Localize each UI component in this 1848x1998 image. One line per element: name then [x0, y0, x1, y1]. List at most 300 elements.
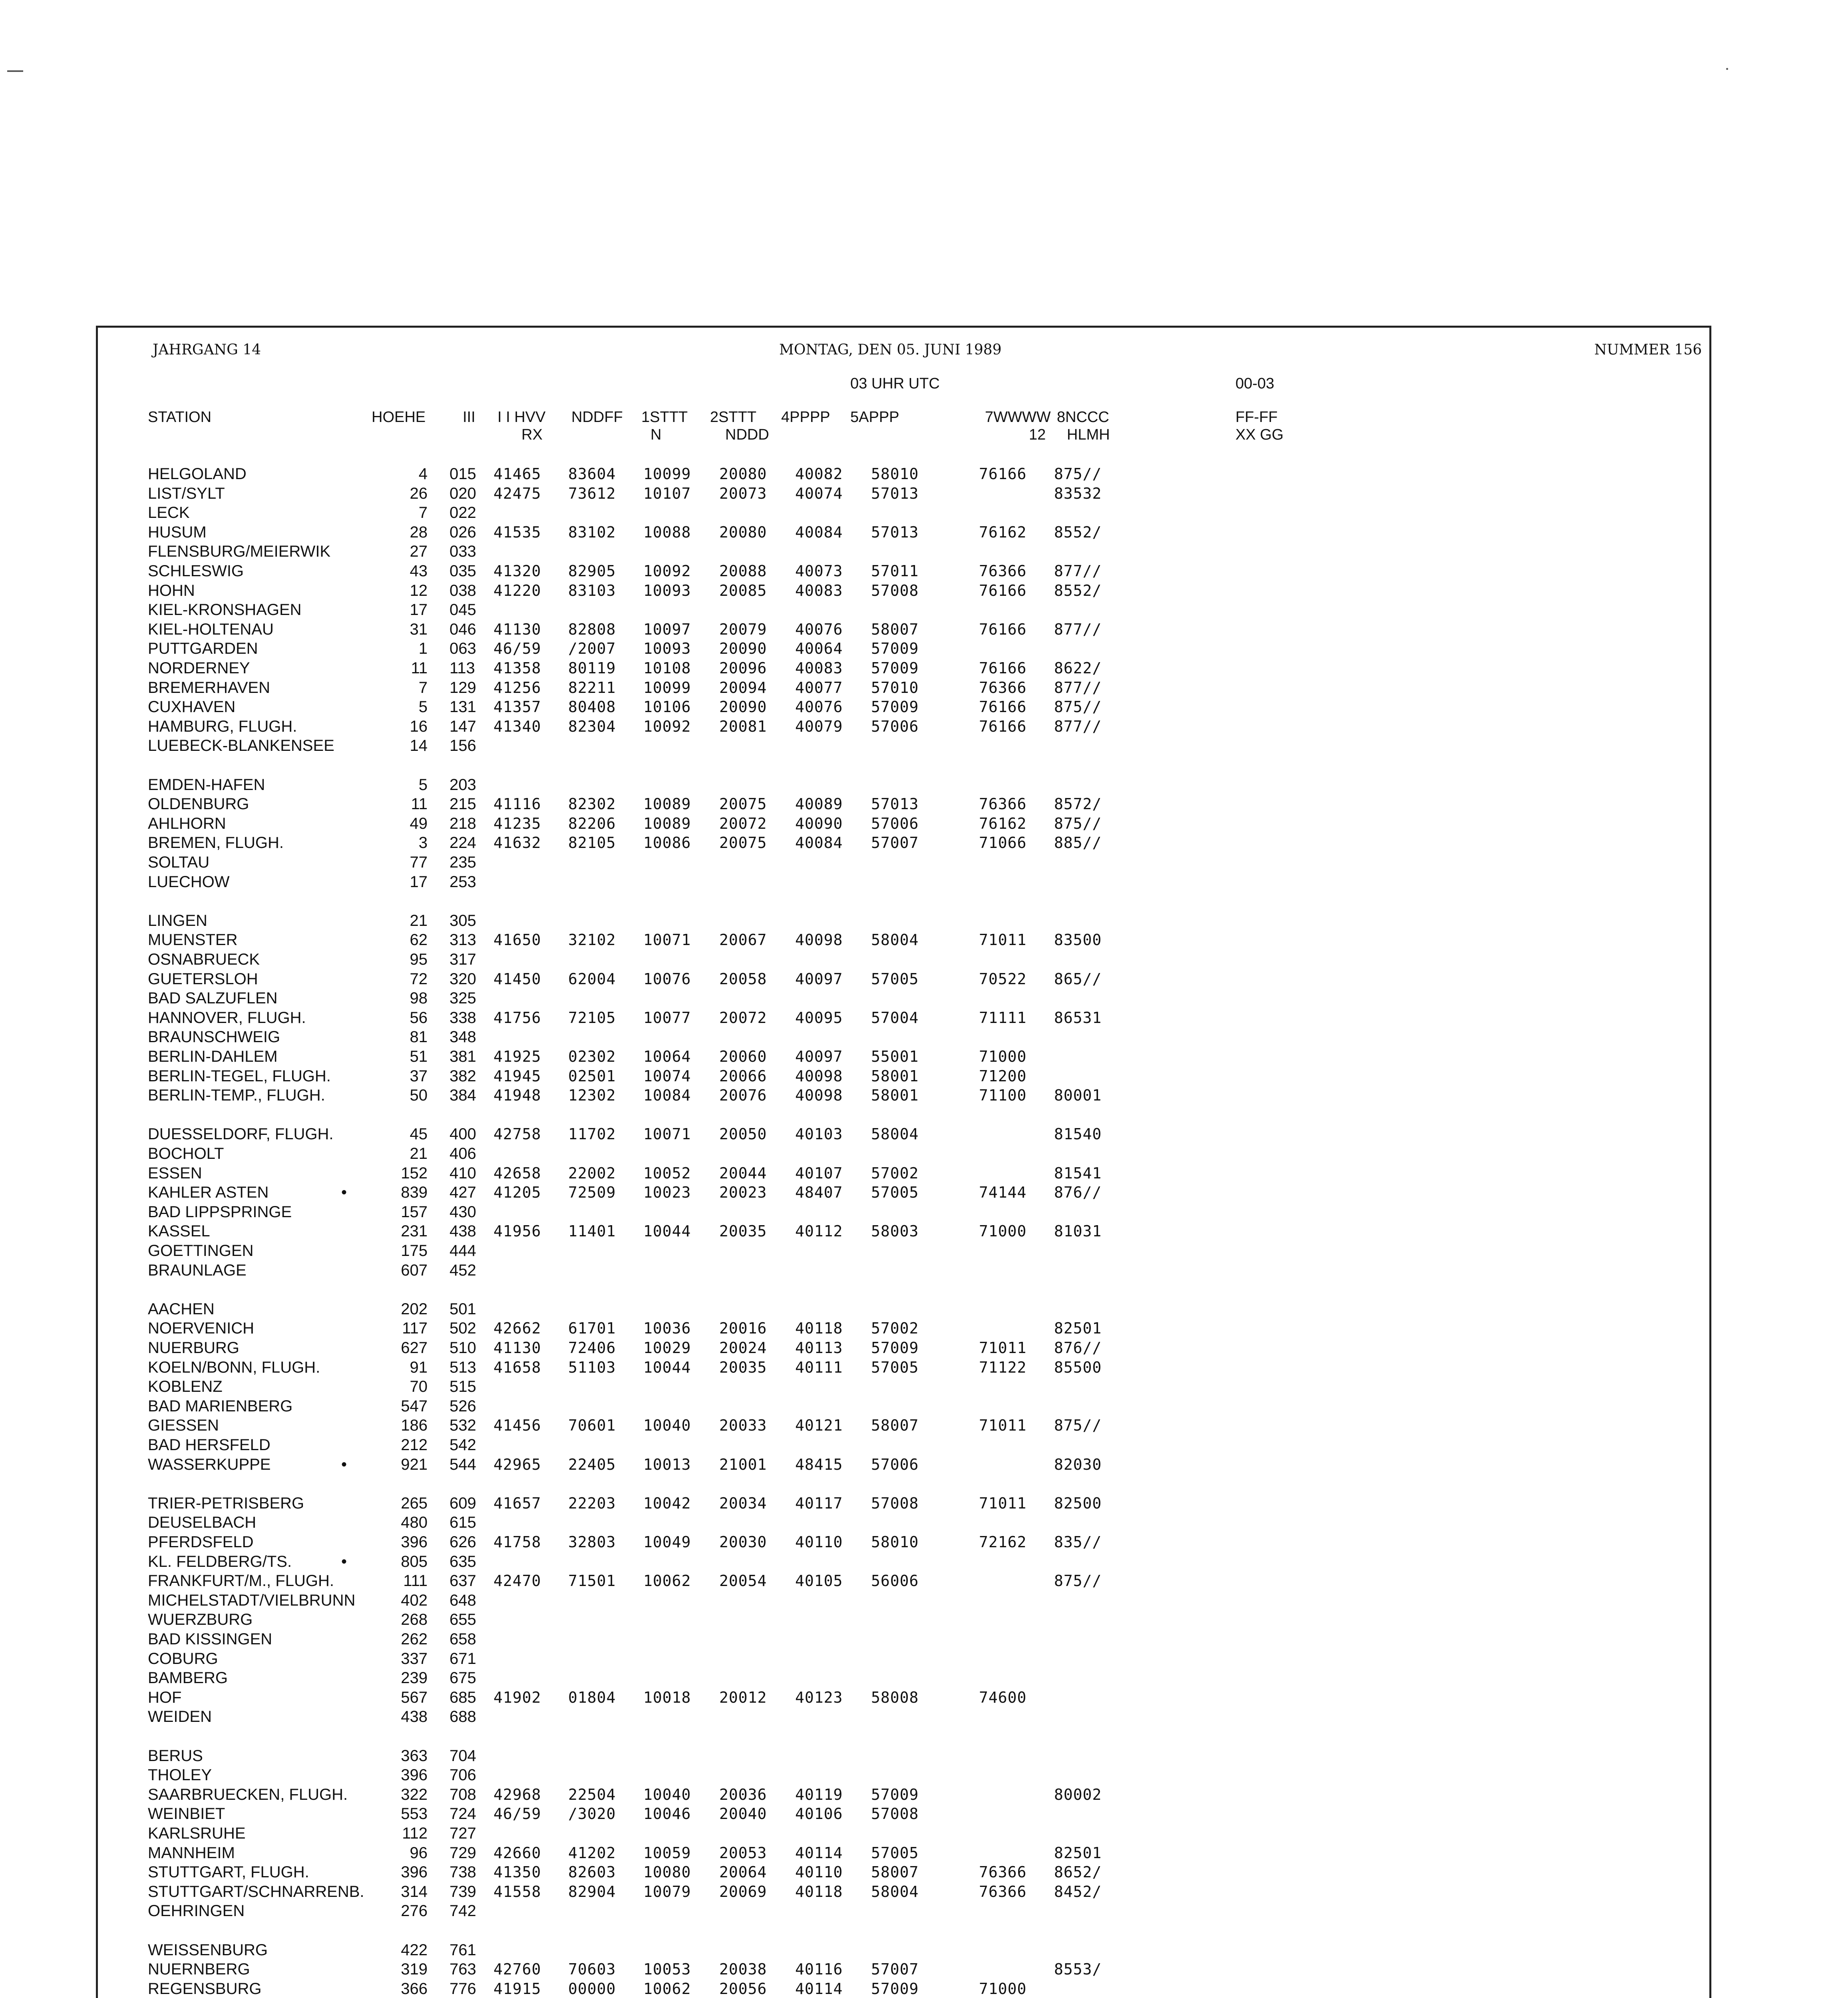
- cell-station: BERLIN-TEGEL, FLUGH.: [148, 1067, 331, 1085]
- cell-c3: 10077: [643, 1009, 691, 1027]
- table-row: [148, 1319, 1347, 1338]
- cell-c3: 10036: [643, 1319, 691, 1337]
- table-row: [148, 1124, 1347, 1144]
- cell-iii: 427: [450, 1184, 476, 1202]
- cell-c4: 20034: [719, 1494, 767, 1512]
- cell-c6: 57010: [871, 679, 919, 697]
- cell-c5: 40098: [795, 1087, 843, 1104]
- cell-station: KOELN/BONN, FLUGH.: [148, 1358, 320, 1376]
- table-row: [148, 1338, 1347, 1357]
- col-c3-sub: N: [650, 426, 662, 443]
- cell-station: BERLIN-TEMP., FLUGH.: [148, 1087, 325, 1104]
- cell-station: WUERZBURG: [148, 1611, 253, 1629]
- cell-station: PFERDSFELD: [148, 1533, 254, 1551]
- cell-c2: 82904: [568, 1883, 616, 1900]
- cell-c1: 41340: [493, 717, 541, 735]
- cell-c3: 10089: [643, 814, 691, 832]
- cell-c2: 82603: [568, 1863, 616, 1881]
- cell-c2: 72406: [568, 1339, 616, 1357]
- cell-c3: 10071: [643, 1125, 691, 1143]
- cell-iii: 113: [450, 659, 475, 677]
- cell-c1: 42658: [493, 1164, 541, 1182]
- cell-c3: 10071: [643, 931, 691, 949]
- cell-iii: 020: [450, 484, 476, 502]
- cell-hoehe: 49: [410, 814, 428, 832]
- cell-hoehe: 262: [401, 1630, 428, 1648]
- col-c4: 2STTT: [710, 409, 757, 426]
- cell-c4: 21001: [719, 1455, 767, 1473]
- cell-hoehe: 480: [401, 1514, 428, 1532]
- table-row: [148, 600, 1347, 619]
- cell-c8: 8652/: [1054, 1863, 1102, 1881]
- cell-c4: 20085: [719, 581, 767, 599]
- table-row: [148, 1649, 1347, 1668]
- table-row: [148, 950, 1347, 969]
- cell-iii: 063: [450, 640, 476, 658]
- cell-c5: 40103: [795, 1125, 843, 1143]
- cell-station: HANNOVER, FLUGH.: [148, 1009, 306, 1027]
- cell-c8: 80002: [1054, 1785, 1102, 1803]
- cell-iii: 688: [450, 1708, 476, 1726]
- cell-c1: 46/59: [493, 640, 541, 658]
- cell-station: SAARBRUECKEN, FLUGH.: [148, 1785, 348, 1803]
- cell-station: LUEBECK-BLANKENSEE: [148, 737, 334, 755]
- cell-hoehe: 77: [410, 854, 428, 871]
- cell-station: KASSEL: [148, 1222, 210, 1240]
- cell-c6: 57009: [871, 1785, 919, 1803]
- cell-c5: 40112: [795, 1222, 843, 1240]
- cell-hoehe: 152: [401, 1164, 428, 1182]
- cell-iii: 305: [450, 911, 476, 929]
- cell-c7: 71111: [979, 1009, 1027, 1027]
- cell-c6: 58001: [871, 1087, 919, 1104]
- table-row: [148, 853, 1347, 872]
- cell-c3: 10088: [643, 523, 691, 541]
- cell-c3: 10044: [643, 1358, 691, 1376]
- cell-berg: •: [341, 1455, 347, 1473]
- cell-c2: 73612: [568, 484, 616, 502]
- table-row: [148, 1494, 1347, 1513]
- cell-c7: 71011: [979, 1494, 1027, 1512]
- cell-c4: 20066: [719, 1067, 767, 1085]
- cell-station: DEUSELBACH: [148, 1514, 257, 1532]
- table-row: [148, 833, 1347, 852]
- col-c8-sub: HLMH: [1067, 426, 1110, 443]
- cell-station: GOETTINGEN: [148, 1242, 254, 1260]
- cell-hoehe: 111: [403, 1572, 428, 1590]
- cell-hoehe: 212: [401, 1436, 428, 1454]
- cell-iii: 738: [450, 1863, 476, 1881]
- cell-hoehe: 43: [410, 562, 428, 580]
- cell-iii: 317: [450, 951, 476, 968]
- cell-c4: 20081: [719, 717, 767, 735]
- cell-iii: 648: [450, 1591, 476, 1609]
- cell-c2: 82302: [568, 795, 616, 813]
- cell-iii: 658: [450, 1630, 476, 1648]
- cell-c7: 71011: [979, 1417, 1027, 1435]
- cell-c3: 10086: [643, 834, 691, 852]
- cell-c2: 51103: [568, 1358, 616, 1376]
- cell-station: HOF: [148, 1688, 182, 1706]
- cell-c1: 41350: [493, 1863, 541, 1881]
- cell-c2: 32102: [568, 931, 616, 949]
- cell-c3: 10062: [643, 1572, 691, 1590]
- cell-c5: 40119: [795, 1785, 843, 1803]
- cell-station: BERLIN-DAHLEM: [148, 1048, 278, 1065]
- table-row: [148, 1610, 1347, 1629]
- cell-c1: 41925: [493, 1048, 541, 1065]
- cell-c1: 41902: [493, 1688, 541, 1706]
- cell-hoehe: 31: [410, 620, 428, 638]
- cell-c8: 875//: [1054, 1572, 1102, 1590]
- cell-c8: 8572/: [1054, 795, 1102, 813]
- cell-iii: 038: [450, 581, 476, 599]
- cell-hoehe: 921: [401, 1455, 428, 1473]
- cell-hoehe: 14: [410, 737, 428, 755]
- cell-c8: 8552/: [1054, 581, 1102, 599]
- cell-c4: 20050: [719, 1125, 767, 1143]
- table-row: [148, 1591, 1347, 1610]
- cell-c8: 8552/: [1054, 523, 1102, 541]
- table-row: [148, 1455, 1347, 1474]
- table-row: [148, 659, 1347, 678]
- cell-c3: 10040: [643, 1417, 691, 1435]
- cell-c3: 10079: [643, 1883, 691, 1900]
- cell-c6: 57013: [871, 795, 919, 813]
- cell-c5: 40098: [795, 1067, 843, 1085]
- cell-c8: 877//: [1054, 717, 1102, 735]
- cell-c8: 875//: [1054, 698, 1102, 716]
- cell-station: NUERBURG: [148, 1339, 239, 1357]
- cell-c7: 76162: [979, 523, 1027, 541]
- cell-iii: 384: [450, 1087, 476, 1104]
- cell-station: GUETERSLOH: [148, 970, 258, 988]
- cell-c5: 40105: [795, 1572, 843, 1590]
- cell-station: KOBLENZ: [148, 1378, 223, 1396]
- cell-hoehe: 95: [410, 951, 428, 968]
- cell-c1: 41130: [493, 620, 541, 638]
- cell-c4: 20060: [719, 1048, 767, 1065]
- table-row: [148, 1202, 1347, 1222]
- cell-iii: 502: [450, 1319, 476, 1337]
- cell-c8: 81541: [1054, 1164, 1102, 1182]
- cell-c2: 02501: [568, 1067, 616, 1085]
- cell-c6: 57008: [871, 1805, 919, 1823]
- cell-hoehe: 396: [401, 1533, 428, 1551]
- cell-c6: 58004: [871, 1883, 919, 1900]
- cell-c2: 83604: [568, 465, 616, 483]
- cell-hoehe: 11: [411, 795, 428, 813]
- cell-c7: 71000: [979, 1980, 1027, 1998]
- cell-hoehe: 1: [418, 640, 428, 658]
- cell-c6: 57006: [871, 717, 919, 735]
- table-row: [148, 1397, 1347, 1416]
- cell-c1: 42760: [493, 1960, 541, 1978]
- cell-iii: 033: [450, 543, 476, 561]
- cell-c6: 57011: [871, 562, 919, 580]
- cell-station: SCHLESWIG: [148, 562, 244, 580]
- cell-c6: 57006: [871, 1455, 919, 1473]
- cell-iii: 156: [450, 737, 476, 755]
- table-row: [148, 503, 1347, 522]
- col-ff-sub: XX GG: [1235, 426, 1284, 443]
- cell-c8: 85500: [1054, 1358, 1102, 1376]
- cell-iii: 776: [450, 1980, 476, 1998]
- cell-c6: 57009: [871, 640, 919, 658]
- cell-c3: 10106: [643, 698, 691, 716]
- table-row: [148, 1571, 1347, 1590]
- cell-c3: 10059: [643, 1844, 691, 1862]
- cell-station: CUXHAVEN: [148, 698, 236, 716]
- cell-hoehe: 98: [410, 989, 428, 1007]
- cell-c6: 58007: [871, 1863, 919, 1881]
- cell-c3: 10097: [643, 620, 691, 638]
- cell-c7: 71000: [979, 1222, 1027, 1240]
- cell-iii: 655: [450, 1611, 476, 1629]
- cell-c6: 58010: [871, 1533, 919, 1551]
- cell-c3: 10107: [643, 484, 691, 502]
- cell-c1: 41945: [493, 1067, 541, 1085]
- cell-c3: 10092: [643, 717, 691, 735]
- cell-c3: 10074: [643, 1067, 691, 1085]
- cell-c3: 10092: [643, 562, 691, 580]
- cell-c2: 82105: [568, 834, 616, 852]
- cell-c5: 40095: [795, 1009, 843, 1027]
- cell-iii: 046: [450, 620, 476, 638]
- cell-c3: 10099: [643, 465, 691, 483]
- cell-c3: 10029: [643, 1339, 691, 1357]
- cell-hoehe: 314: [401, 1883, 428, 1900]
- cell-station: BRAUNLAGE: [148, 1261, 247, 1279]
- cell-c6: 55001: [871, 1048, 919, 1065]
- cell-c2: 61701: [568, 1319, 616, 1337]
- cell-iii: 015: [450, 465, 476, 483]
- cell-c2: 32803: [568, 1533, 616, 1551]
- table-row: [148, 1668, 1347, 1688]
- cell-c6: 58004: [871, 931, 919, 949]
- cell-c1: 41956: [493, 1222, 541, 1240]
- cell-hoehe: 62: [410, 931, 428, 949]
- cell-c5: 40084: [795, 523, 843, 541]
- cell-station: OEHRINGEN: [148, 1902, 245, 1920]
- cell-c1: 41256: [493, 679, 541, 697]
- cell-hoehe: 37: [410, 1067, 428, 1085]
- cell-c6: 57002: [871, 1164, 919, 1182]
- cell-c1: 41915: [493, 1980, 541, 1998]
- cell-station: WEISSENBURG: [148, 1941, 268, 1959]
- cell-c8: 865//: [1054, 970, 1102, 988]
- cell-c3: 10049: [643, 1533, 691, 1551]
- cell-iii: 727: [450, 1825, 476, 1842]
- cell-hoehe: 26: [410, 484, 428, 502]
- cell-hoehe: 91: [410, 1358, 428, 1376]
- cell-c6: 57005: [871, 1844, 919, 1862]
- cell-c7: 76162: [979, 814, 1027, 832]
- corner-mark: [7, 70, 23, 72]
- cell-iii: 215: [450, 795, 476, 813]
- cell-c5: 40116: [795, 1960, 843, 1978]
- cell-station: BAMBERG: [148, 1669, 228, 1687]
- cell-c8: 885//: [1054, 834, 1102, 852]
- cell-iii: 526: [450, 1397, 476, 1415]
- col-c7-sub: 12: [1029, 426, 1046, 443]
- cell-c4: 20040: [719, 1805, 767, 1823]
- cell-c2: 00000: [568, 1980, 616, 1998]
- cell-iii: 532: [450, 1417, 476, 1435]
- cell-c6: 57009: [871, 1980, 919, 1998]
- cell-hoehe: 322: [401, 1785, 428, 1803]
- cell-c8: 8452/: [1054, 1883, 1102, 1900]
- cell-c6: 57009: [871, 659, 919, 677]
- table-row: [148, 1785, 1347, 1804]
- cell-station: BAD LIPPSPRINGE: [148, 1203, 292, 1221]
- col-c8: 8NCCC: [1057, 409, 1109, 426]
- cell-berg: •: [341, 1552, 347, 1570]
- cell-station: LIST/SYLT: [148, 484, 225, 502]
- cell-c5: 40077: [795, 679, 843, 697]
- cell-c4: 20038: [719, 1960, 767, 1978]
- cell-station: STUTTGART, FLUGH.: [148, 1863, 309, 1881]
- col-station: STATION: [148, 409, 212, 426]
- cell-c7: 76166: [979, 698, 1027, 716]
- cell-iii: 729: [450, 1844, 476, 1862]
- cell-c1: 41758: [493, 1533, 541, 1551]
- cell-hoehe: 96: [410, 1844, 428, 1862]
- table-row: [148, 1765, 1347, 1785]
- cell-station: ESSEN: [148, 1164, 202, 1182]
- table-row: [148, 484, 1347, 503]
- cell-iii: 235: [450, 854, 476, 871]
- cell-c4: 20079: [719, 620, 767, 638]
- cell-c8: 877//: [1054, 620, 1102, 638]
- cell-c4: 20044: [719, 1164, 767, 1182]
- table-row: [148, 464, 1347, 484]
- table-row: [148, 1824, 1347, 1843]
- cell-c8: 82501: [1054, 1319, 1102, 1337]
- cell-c3: 10046: [643, 1805, 691, 1823]
- cell-hoehe: 81: [410, 1028, 428, 1046]
- cell-iii: 325: [450, 989, 476, 1007]
- cell-iii: 022: [450, 504, 476, 522]
- cell-iii: 253: [450, 873, 476, 891]
- table-row: [148, 1008, 1347, 1027]
- cell-iii: 400: [450, 1125, 476, 1143]
- cell-hoehe: 11: [411, 659, 428, 677]
- cell-c8: 835//: [1054, 1533, 1102, 1551]
- cell-c8: 83532: [1054, 484, 1102, 502]
- cell-station: KARLSRUHE: [148, 1825, 246, 1842]
- cell-c6: 56006: [871, 1572, 919, 1590]
- cell-c5: 40117: [795, 1494, 843, 1512]
- cell-c1: 41235: [493, 814, 541, 832]
- cell-c4: 20016: [719, 1319, 767, 1337]
- cell-c1: 41357: [493, 698, 541, 716]
- cell-c7: 71011: [979, 1339, 1027, 1357]
- cell-c2: 82905: [568, 562, 616, 580]
- col-hoehe: HOEHE: [372, 409, 426, 426]
- cell-c1: 42660: [493, 1844, 541, 1862]
- cell-c7: 76366: [979, 679, 1027, 697]
- table-row: [148, 1416, 1347, 1435]
- cell-c4: 20073: [719, 484, 767, 502]
- cell-hoehe: 70: [410, 1378, 428, 1396]
- cell-station: HAMBURG, FLUGH.: [148, 717, 297, 735]
- cell-c2: 72509: [568, 1184, 616, 1202]
- cell-iii: 203: [450, 776, 476, 794]
- cell-c5: 40111: [795, 1358, 843, 1376]
- table-row: [148, 1164, 1347, 1183]
- table-row: [148, 1067, 1347, 1086]
- cell-iii: 438: [450, 1222, 476, 1240]
- cell-iii: 035: [450, 562, 476, 580]
- cell-c1: 41650: [493, 931, 541, 949]
- cell-station: BAD MARIENBERG: [148, 1397, 293, 1415]
- cell-hoehe: 438: [401, 1708, 428, 1726]
- cell-c4: 20088: [719, 562, 767, 580]
- cell-iii: 444: [450, 1242, 476, 1260]
- cell-c1: 41130: [493, 1339, 541, 1357]
- cell-c2: /3020: [568, 1805, 616, 1823]
- table-row: [148, 581, 1347, 600]
- cell-hoehe: 5: [418, 776, 428, 794]
- cell-c5: 40118: [795, 1883, 843, 1900]
- cell-c2: 80408: [568, 698, 616, 716]
- cell-hoehe: 117: [402, 1319, 428, 1337]
- cell-station: NOERVENICH: [148, 1319, 254, 1337]
- cell-c8: 875//: [1054, 1417, 1102, 1435]
- cell-c3: 10013: [643, 1455, 691, 1473]
- cell-c3: 10062: [643, 1980, 691, 1998]
- cell-hoehe: 839: [401, 1184, 428, 1202]
- cell-hoehe: 112: [402, 1825, 428, 1842]
- cell-c3: 10084: [643, 1087, 691, 1104]
- cell-iii: 045: [450, 601, 476, 619]
- cell-hoehe: 396: [401, 1863, 428, 1881]
- cell-c2: 01804: [568, 1688, 616, 1706]
- cell-iii: 320: [450, 970, 476, 988]
- cell-c6: 58007: [871, 620, 919, 638]
- cell-station: FLENSBURG/MEIERWIK: [148, 543, 331, 561]
- cell-c6: 57008: [871, 1494, 919, 1512]
- cell-c2: 22002: [568, 1164, 616, 1182]
- cell-c4: 20056: [719, 1980, 767, 1998]
- table-row: [148, 794, 1347, 814]
- cell-c7: 76166: [979, 581, 1027, 599]
- table-row: [148, 969, 1347, 989]
- cell-hoehe: 17: [410, 873, 428, 891]
- cell-c6: 58004: [871, 1125, 919, 1143]
- table-row: [148, 1863, 1347, 1882]
- cell-c5: 40097: [795, 970, 843, 988]
- cell-c8: 877//: [1054, 562, 1102, 580]
- cell-c6: 57005: [871, 970, 919, 988]
- cell-iii: 637: [450, 1572, 476, 1590]
- table-row: [148, 1979, 1347, 1998]
- cell-station: LUECHOW: [148, 873, 230, 891]
- cell-hoehe: 50: [410, 1087, 428, 1104]
- cell-station: AHLHORN: [148, 814, 226, 832]
- cell-berg: •: [341, 1184, 347, 1202]
- cell-c1: 41320: [493, 562, 541, 580]
- cell-station: NUERNBERG: [148, 1960, 250, 1978]
- cell-c7: 74600: [979, 1688, 1027, 1706]
- cell-c1: 41657: [493, 1494, 541, 1512]
- cell-c6: 57009: [871, 698, 919, 716]
- cell-c4: 20080: [719, 523, 767, 541]
- cell-c4: 20075: [719, 795, 767, 813]
- cell-iii: 510: [450, 1339, 476, 1357]
- cell-c2: 82808: [568, 620, 616, 638]
